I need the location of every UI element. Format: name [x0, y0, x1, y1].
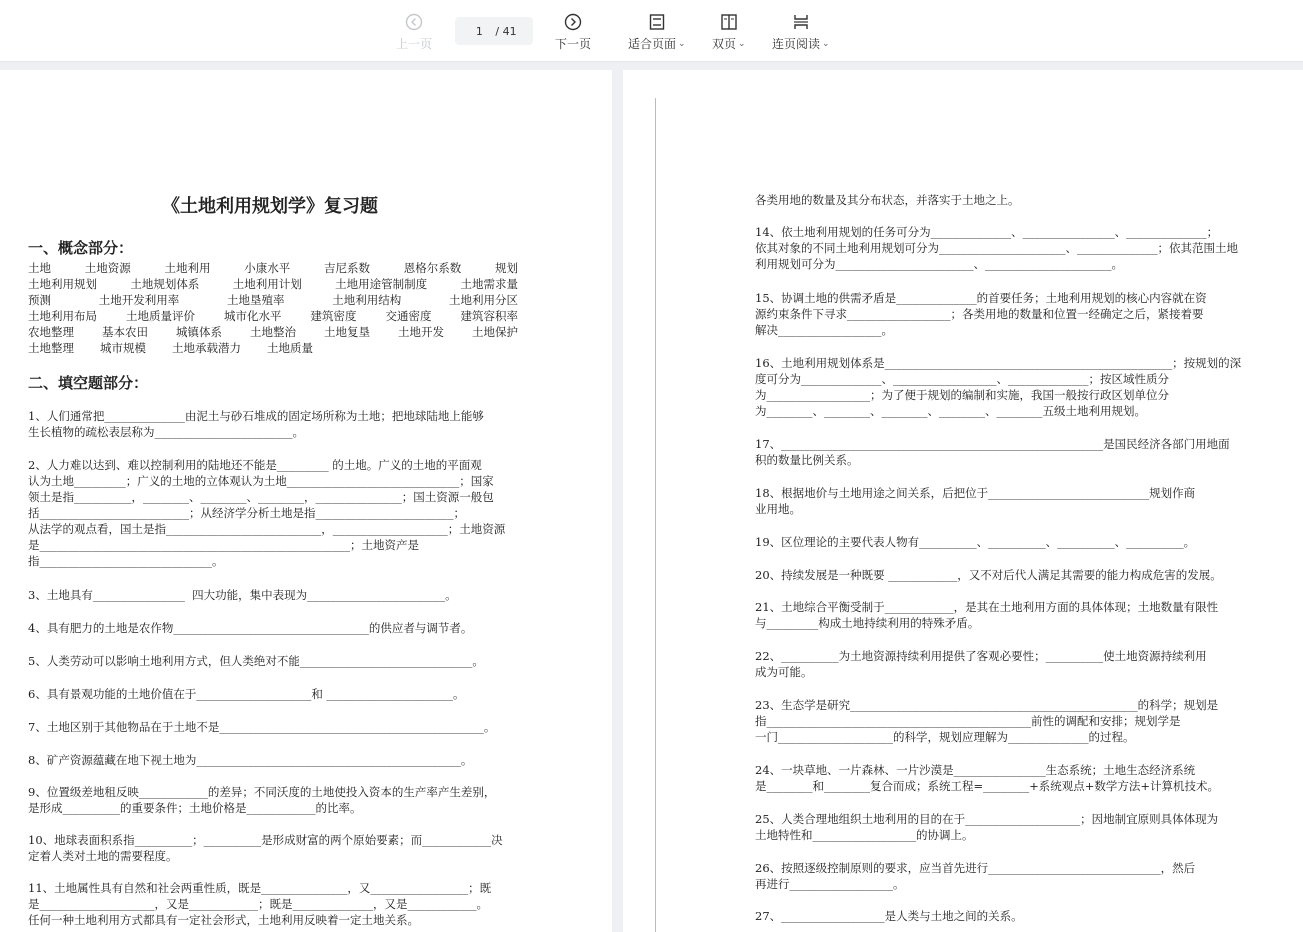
concept-term: 规划	[495, 261, 518, 275]
question-27: 27、__________________是人类与土地之间的关系。	[755, 909, 1023, 923]
concept-term: 土地规划体系	[130, 277, 200, 291]
prev-page-button[interactable]	[396, 12, 432, 52]
question-9: 9、位置级差地租反映____________的差异；不同沃度的土地使投入资本的生产率产生差别， 是形成__________的重要条件；土地价格是____________的比率。	[28, 785, 496, 815]
question-5: 5、人类劳动可以影响土地利用方式，但人类绝对不能______________________________。	[28, 654, 484, 668]
concept-row	[28, 340, 518, 356]
concept-term: 土地保护	[472, 325, 518, 339]
concept-term: 交通密度	[385, 309, 432, 323]
page-margin-line	[655, 98, 656, 932]
concept-list	[28, 260, 518, 356]
question-25: 25、人类合理地组织土地利用的目的在于____________________；因地制宜原则具体体现为 土地特性和__________________的协调上。	[755, 812, 1219, 842]
double-page-label: 双页	[712, 37, 737, 51]
question-10: 10、地球表面积系指__________；__________是形成财富的两个原始要素；而____________决 定着人类对土地的需要程度。	[28, 833, 503, 863]
question-2: 2、人力难以达到、难以控制利用的陆地还不能是_________ 的土地。广义的土地的平面观 认为土地_________；广义的土地的立体观认为土地______________________________；国家 领土是指__________，________、________、________，_______________；国土资源一般包 括__________________________；从经济学分析土地是指________________________； 从法学的观点看，国土是指___________________________，____________________；土地资源 是______________________________________________________；土地资产是 指______________________________。	[28, 458, 506, 568]
question-13-continued: 各类用地的数量及其分布状态，并落实于土地之上。	[755, 193, 1020, 207]
question-14: 14、依土地利用规划的任务可分为______________、________________、______________； 依其对象的不同土地利用规划可分为______________________、______________；依其范围土地 利用规划可分为________________________、______________________。	[755, 225, 1238, 271]
question-6: 6、具有景观功能的土地价值在于____________________和 ______________________。	[28, 687, 465, 701]
question-17: 17、________________________________________________________是国民经济各部门用地面 积的数量比例关系。	[755, 437, 1230, 467]
chevron-down-icon: ⌄	[822, 38, 830, 49]
next-page-label: 下一页	[555, 37, 592, 51]
concept-term: 土地利用分区	[449, 293, 518, 307]
page-number-input[interactable]	[471, 25, 487, 38]
page-indicator	[455, 17, 533, 45]
question-26: 26、按照逐级控制原则的要求，应当首先进行______________________________，然后 再进行__________________。	[755, 861, 1196, 891]
concept-term: 土地整理	[28, 341, 74, 355]
concept-term: 城市规模	[100, 341, 146, 355]
chevron-down-icon: ⌄	[738, 38, 746, 49]
double-page-dropdown[interactable]	[712, 12, 746, 52]
fit-page-label: 适合页面	[628, 37, 677, 51]
concept-term: 城市化水平	[224, 309, 282, 323]
question-19: 19、区位理论的主要代表人物有__________、__________、__________、__________。	[755, 535, 1196, 549]
document-page-left	[0, 70, 612, 932]
concept-term: 城镇体系	[176, 325, 222, 339]
question-1: 1、人们通常把______________由泥土与砂石堆成的固定场所称为土地；把地球陆地上能够 生长植物的疏松表层称为________________________。	[28, 409, 484, 439]
page-total: / 41	[495, 24, 517, 38]
concept-term: 基本农田	[102, 325, 148, 339]
concept-row	[28, 308, 518, 324]
concept-term: 小康水平	[244, 261, 291, 275]
concept-term: 土地开发利用率	[98, 293, 180, 307]
concept-term: 土地垦殖率	[227, 293, 285, 307]
question-3: 3、土地具有________________ 四大功能，集中表现为________________________。	[28, 588, 457, 602]
concept-term: 农地整理	[28, 325, 74, 339]
concept-term: 恩格尔系数	[403, 261, 462, 275]
concept-term: 建筑容积率	[460, 309, 518, 323]
concept-term: 土地用途管制制度	[335, 277, 428, 291]
question-24: 24、一块草地、一片森林、一片沙漠是________________生态系统；土地生态经济系统 是________和________复合而成；系统工程=________+系统观点+数学方法+计算机技术。	[755, 763, 1220, 793]
fit-page-dropdown[interactable]	[628, 12, 686, 52]
prev-page-label: 上一页	[396, 37, 433, 51]
next-circle-icon	[563, 12, 583, 32]
question-7: 7、土地区别于其他物品在于土地不是______________________________________________。	[28, 720, 496, 734]
concept-term: 土地质量评价	[126, 309, 195, 323]
question-21: 21、土地综合平衡受制于____________，是其在土地利用方面的具体体现；土地数量有限性 与_________构成土地持续利用的特殊矛盾。	[755, 600, 1219, 630]
section-concepts-heading: 一、概念部分：	[28, 239, 134, 257]
continuous-read-icon	[791, 12, 811, 32]
section-fill-blank-heading: 二、填空题部分：	[28, 374, 149, 392]
concept-term: 土地开发	[398, 325, 444, 339]
concept-row	[28, 260, 518, 276]
concept-row	[28, 292, 518, 308]
continuous-read-label: 连页阅读	[772, 37, 821, 51]
fit-page-icon	[647, 12, 667, 32]
question-15: 15、协调土地的供需矛盾是______________的首要任务；土地利用规划的核心内容就在资 源约束条件下寻求__________________；各类用地的数量和位置一经确定之后，紧接着要 解决__________________。	[755, 291, 1207, 337]
concept-term: 土地利用计划	[232, 277, 302, 291]
question-16: 16、土地利用规划体系是__________________________________________________；按规划的深 度可分为______________、__________________、______________；按区域性质分 为__________________；为了便于规划的编制和实施，我国一般按行政区划单位分 为________、________、________、________、________五级土地利用规划。	[755, 356, 1242, 418]
prev-circle-icon	[404, 12, 424, 32]
question-18: 18、根据地价与土地用途之间关系，后把位于____________________________规划作商 业用地。	[755, 486, 1196, 516]
concept-term: 土地	[28, 261, 51, 275]
concept-term: 土地利用结构	[332, 293, 402, 307]
concept-row	[28, 276, 518, 292]
concept-term: 土地资源	[84, 261, 131, 275]
concept-term: 土地利用	[164, 261, 211, 275]
question-4: 4、具有肥力的土地是农作物__________________________________的供应者与调节者。	[28, 621, 473, 635]
concept-term: 土地利用规划	[28, 277, 97, 291]
next-page-button[interactable]	[555, 12, 591, 52]
concept-term: 土地需求量	[460, 277, 518, 291]
concept-term: 土地利用布局	[28, 309, 97, 323]
concept-term: 土地整治	[250, 325, 296, 339]
concept-term: 吉尼系数	[324, 261, 370, 275]
viewer-toolbar	[0, 0, 1303, 62]
question-11: 11、土地属性具有自然和社会两重性质，既是_______________，又_________________；既 是____________________，又是____________；既是______________，又是____________。 任何一种土地利用方式都具有一定社会形式，土地利用反映着一定土地关系。	[28, 881, 492, 927]
document-page-right	[623, 70, 1303, 932]
concept-term: 土地承载潜力	[172, 341, 241, 355]
concept-term: 土地复垦	[324, 325, 370, 339]
question-8: 8、矿产资源蕴藏在地下视土地为______________________________________________。	[28, 753, 473, 767]
question-20: 20、持续发展是一种既要 ____________，又不对后代人满足其需要的能力构成危害的发展。	[755, 568, 1222, 582]
concept-term: 建筑密度	[310, 309, 357, 323]
question-22: 22、__________为土地资源持续利用提供了客观必要性；__________使土地资源持续利用 成为可能。	[755, 649, 1207, 679]
double-page-icon	[719, 12, 739, 32]
concept-row	[28, 324, 518, 340]
continuous-read-dropdown[interactable]	[772, 12, 830, 52]
document-title: 《土地利用规划学》复习题	[162, 196, 378, 217]
concept-term: 土地质量	[267, 341, 313, 355]
chevron-down-icon: ⌄	[678, 38, 686, 49]
concept-term: 预测	[28, 293, 51, 307]
question-23: 23、生态学是研究__________________________________________________的科学；规划是 指______________________________________________前性的调配和安排；规划学是 一门____________________的科学，规划应理解为______________的过程。	[755, 698, 1219, 744]
